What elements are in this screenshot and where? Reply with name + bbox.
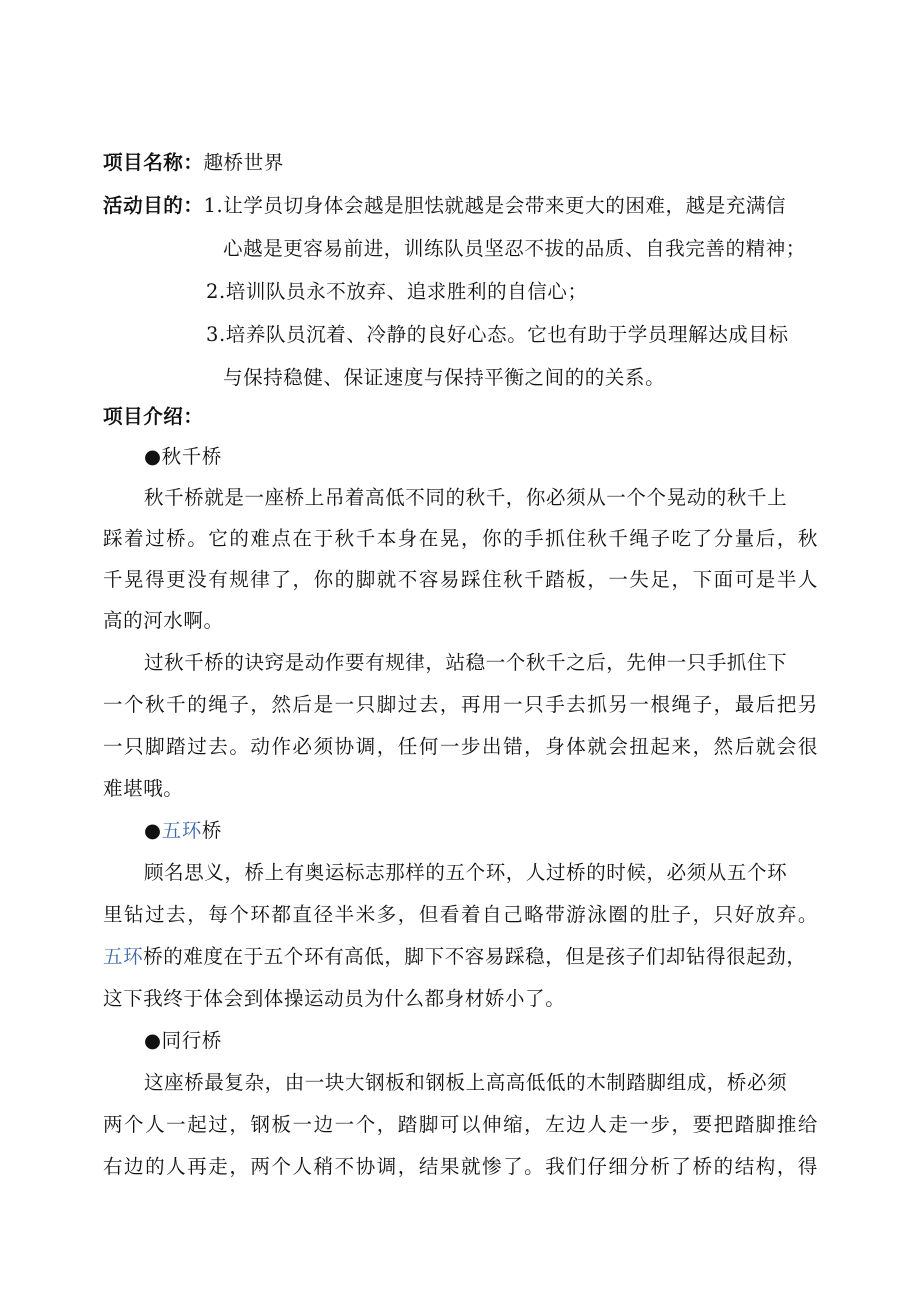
project-name-value: 趣桥世界	[203, 151, 284, 174]
intro-label: 项目介绍：	[103, 405, 204, 428]
five-ring-link[interactable]: 五环	[103, 945, 144, 968]
paragraph-line: 秋千桥就是一座桥上吊着高低不同的秋千，你必须从一个个晃动的秋千上	[144, 486, 788, 509]
bullet-icon: ●	[144, 1029, 162, 1052]
paragraph-line	[103, 942, 807, 972]
section-heading-swing-bridge	[144, 442, 222, 472]
section-title: 秋千桥	[161, 445, 222, 468]
bullet-icon: ●	[144, 445, 162, 468]
section-heading-five-ring-bridge	[144, 816, 222, 846]
purpose-item-1-line-1: 1.让学员切身体会越是胆怯就越是会带来更大的困难，越是充满信	[203, 194, 787, 217]
section-title-rest: 桥	[201, 819, 222, 842]
five-ring-link[interactable]: 五环	[161, 819, 202, 842]
paragraph-line: 踩着过桥。它的难点在于秋千本身在晃，你的手抓住秋千绳子吃了分量后，秋	[103, 527, 818, 550]
purpose-item-1-line-2: 心越是更容易前进，训练队员坚忍不拔的品质、自我完善的精神；	[223, 237, 806, 260]
paragraph-line: 两个人一起过，钢板一边一个，踏脚可以伸缩，左边人走一步，要把踏脚推给	[103, 1113, 818, 1136]
paragraph-line: 过秋千桥的诀窍是动作要有规律，站稳一个秋千之后，先伸一只手抓住下	[144, 651, 788, 674]
paragraph-line: 里钻过去，每个环都直径半米多，但看着自己略带游泳圈的肚子，只好放弃。	[103, 903, 818, 926]
bullet-icon: ●	[144, 819, 162, 842]
paragraph-line: 顾名思义，桥上有奥运标志那样的五个环，人过桥的时候，必须从五个环	[144, 861, 788, 884]
paragraph-line: 右边的人再走，两个人稍不协调，结果就惨了。我们仔细分析了桥的结构，得	[103, 1155, 818, 1178]
paragraph-line: 难堪哦。	[103, 777, 184, 800]
purpose-item-2: 2.培训队员永不放弃、追求胜利的自信心；	[206, 280, 588, 303]
purpose-label: 活动目的：	[103, 194, 204, 217]
paragraph-line: 这下我终于体会到体操运动员为什么都身材娇小了。	[103, 987, 566, 1010]
purpose-item-3-line-1: 3.培养队员沉着、冷静的良好心态。它也有助于学员理解达成目标	[206, 323, 789, 346]
paragraph-line: 一个秋千的绳子，然后是一只脚过去，再用一只手去抓另一根绳子，最后把另	[103, 693, 818, 716]
project-name-label: 项目名称：	[103, 151, 204, 174]
paragraph-line: 高的河水啊。	[103, 609, 224, 632]
section-heading-together-bridge	[144, 1026, 222, 1056]
paragraph-text: 桥的难度在于五个环有高低，脚下不容易踩稳，但是孩子们却钻得很起劲，	[143, 945, 807, 968]
paragraph-line: 千晃得更没有规律了，你的脚就不容易踩住秋千踏板，一失足，下面可是半人	[103, 568, 818, 591]
paragraph-line: 一只脚踏过去。动作必须协调，任何一步出错，身体就会扭起来，然后就会很	[103, 735, 818, 758]
paragraph-line: 这座桥最复杂，由一块大钢板和钢板上高高低低的木制踏脚组成，桥必须	[144, 1071, 788, 1094]
section-title: 同行桥	[161, 1029, 222, 1052]
purpose-item-3-line-2: 与保持稳健、保证速度与保持平衡之间的的关系。	[223, 366, 666, 389]
purpose-row	[103, 191, 786, 221]
project-name-row	[103, 148, 284, 178]
